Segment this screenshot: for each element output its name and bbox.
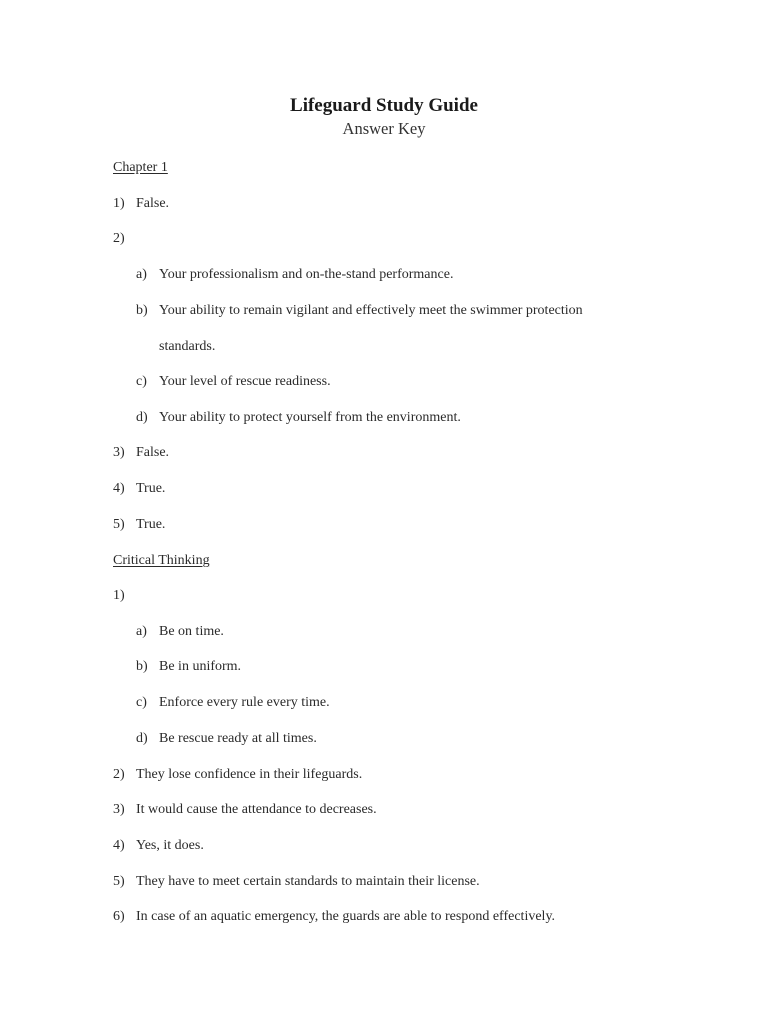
sub-answer-item (136, 694, 330, 712)
sub-answer-text: Be rescue ready at all times. (159, 731, 317, 746)
answer-item (113, 516, 165, 534)
sub-answer-text: Your ability to protect yourself from the environment. (159, 410, 461, 425)
sub-answer-text: Enforce every rule every time. (159, 695, 330, 710)
answer-item (113, 908, 555, 926)
answer-number: 2) (113, 767, 125, 782)
answer-item (113, 873, 480, 891)
answer-text: They lose confidence in their lifeguards. (136, 767, 363, 782)
sub-answer-text: Be in uniform. (159, 659, 242, 674)
answer-text: They have to meet certain standards to maintain their license. (136, 874, 480, 889)
answer-text: False. (136, 196, 170, 211)
answer-item (113, 766, 362, 784)
sub-answer-item (136, 302, 583, 320)
answer-text: Yes, it does. (136, 838, 204, 853)
answer-item (113, 587, 136, 605)
answer-item (113, 837, 204, 855)
answer-number: 3) (113, 445, 125, 460)
sub-answer-item (136, 658, 241, 676)
chapter-1-heading: Chapter 1 (113, 160, 168, 175)
sub-answer-item (136, 409, 461, 427)
sub-answer-letter: d) (136, 731, 148, 746)
answer-item (113, 230, 136, 248)
answer-text: It would cause the attendance to decreases. (136, 802, 377, 817)
document-title: Lifeguard Study Guide (290, 95, 478, 116)
answer-number: 2) (113, 231, 125, 246)
document-subtitle: Answer Key (342, 119, 426, 138)
sub-answer-letter: d) (136, 410, 148, 425)
answer-number: 5) (113, 874, 125, 889)
sub-answer-item (136, 623, 224, 641)
answer-text: In case of an aquatic emergency, the guards are able to respond effectively. (136, 909, 556, 924)
answer-item (113, 801, 377, 819)
answer-text: False. (136, 445, 170, 460)
sub-answer-letter: c) (136, 374, 147, 389)
sub-answer-letter: a) (136, 267, 147, 282)
sub-answer-letter: c) (136, 695, 147, 710)
sub-answer-letter: b) (136, 303, 148, 318)
answer-number: 6) (113, 909, 125, 924)
sub-answer-text: Your ability to remain vigilant and effectively meet the swimmer protection (159, 303, 583, 318)
answer-number: 3) (113, 802, 125, 817)
sub-answer-continuation: standards. (159, 339, 216, 354)
sub-answer-item (136, 373, 331, 391)
sub-answer-text: Be on time. (159, 624, 224, 639)
answer-item (113, 480, 165, 498)
sub-answer-text: Your professionalism and on-the-stand performance. (159, 267, 454, 282)
sub-answer-item (136, 266, 453, 284)
critical-thinking-heading: Critical Thinking (113, 553, 210, 568)
answer-number: 4) (113, 481, 125, 496)
answer-item (113, 195, 169, 213)
sub-answer-letter: b) (136, 659, 148, 674)
sub-answer-text: Your level of rescue readiness. (159, 374, 331, 389)
answer-number: 1) (113, 196, 125, 211)
sub-answer-letter: a) (136, 624, 147, 639)
answer-text: True. (136, 481, 166, 496)
answer-number: 1) (113, 588, 125, 603)
answer-number: 5) (113, 517, 125, 532)
answer-number: 4) (113, 838, 125, 853)
sub-answer-item (136, 730, 317, 748)
answer-text: True. (136, 517, 166, 532)
answer-item (113, 444, 169, 462)
